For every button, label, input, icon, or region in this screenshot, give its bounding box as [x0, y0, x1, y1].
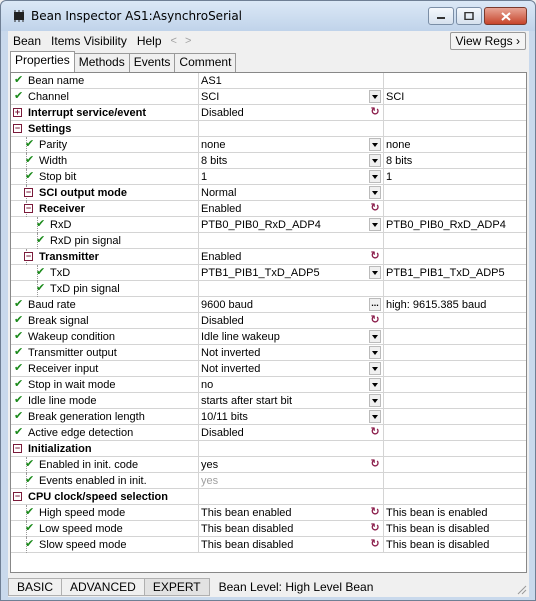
property-result-cell [384, 265, 526, 281]
property-value: 1 [201, 171, 208, 183]
property-name-cell [21, 505, 199, 521]
property-value-cell[interactable] [199, 89, 384, 105]
property-name-cell [21, 473, 199, 489]
property-row[interactable] [11, 505, 526, 521]
checkmark-icon: ✔ [25, 506, 35, 518]
property-result: 8 bits [386, 155, 413, 167]
property-value-cell[interactable] [199, 217, 384, 233]
property-name-cell [21, 217, 199, 233]
property-value-cell[interactable] [199, 297, 384, 313]
property-result-cell [384, 185, 526, 201]
dropdown-arrow-icon[interactable] [369, 266, 381, 279]
property-name: Active edge detection [28, 427, 134, 439]
property-name: Channel [28, 91, 69, 103]
advanced-level-button[interactable]: ADVANCED [61, 578, 145, 596]
cycle-value-icon[interactable]: ↻ [370, 106, 380, 118]
property-name-cell [14, 345, 199, 361]
property-row[interactable] [11, 361, 526, 377]
property-value: Disabled [201, 315, 244, 327]
property-name-cell [14, 121, 199, 137]
property-value-cell[interactable] [199, 73, 384, 89]
property-name-cell [14, 89, 199, 105]
property-row[interactable] [11, 217, 526, 233]
property-row[interactable] [11, 345, 526, 361]
dropdown-arrow-icon[interactable] [369, 186, 381, 199]
property-name-cell [14, 329, 199, 345]
dropdown-arrow-icon[interactable] [369, 170, 381, 183]
basic-level-button[interactable]: BASIC [8, 578, 62, 596]
checkmark-icon: ✔ [25, 154, 35, 166]
property-result: PTB1_PIB1_TxD_ADP5 [386, 267, 505, 279]
property-result-cell [384, 249, 526, 265]
property-result-cell [384, 169, 526, 185]
property-result-cell [384, 537, 526, 553]
checkmark-icon: ✔ [14, 74, 24, 86]
property-row[interactable] [11, 201, 526, 217]
property-result-cell [384, 297, 526, 313]
property-name: High speed mode [39, 507, 126, 519]
property-name: Wakeup condition [28, 331, 116, 343]
property-name-cell [21, 137, 199, 153]
property-row[interactable] [11, 121, 526, 137]
checkmark-icon: ✔ [14, 346, 24, 358]
property-result-cell [384, 105, 526, 121]
property-value-cell[interactable] [199, 537, 384, 553]
checkmark-icon: ✔ [25, 458, 35, 470]
property-row[interactable] [11, 233, 526, 249]
property-row[interactable] [11, 153, 526, 169]
property-value-cell[interactable] [199, 473, 384, 489]
property-value-cell[interactable] [199, 121, 384, 137]
property-value: PTB1_PIB1_TxD_ADP5 [201, 267, 320, 279]
property-row[interactable] [11, 281, 526, 297]
property-result: none [386, 139, 411, 151]
collapse-icon[interactable]: − [25, 203, 32, 213]
property-result-cell [384, 361, 526, 377]
property-name-cell [14, 441, 199, 457]
property-value-cell[interactable] [199, 201, 384, 217]
property-name: TxD [50, 267, 71, 279]
property-value: starts after start bit [201, 395, 293, 407]
checkmark-icon: ✔ [14, 90, 24, 102]
dropdown-arrow-icon[interactable] [369, 330, 381, 343]
property-name-cell [14, 425, 199, 441]
menu-bar [8, 31, 529, 51]
checkmark-icon: ✔ [36, 218, 46, 230]
property-name: RxD pin signal [50, 235, 121, 247]
property-value: 10/11 bits [201, 411, 248, 423]
property-name: Settings [28, 123, 72, 135]
property-value-cell[interactable] [199, 505, 384, 521]
menu-bean[interactable]: Bean [13, 34, 42, 48]
property-name: Enabled in init. code [39, 459, 139, 471]
property-value-cell[interactable] [199, 281, 384, 297]
property-row[interactable] [11, 521, 526, 537]
property-value: This bean disabled [201, 523, 294, 535]
property-value: SCI [201, 91, 220, 103]
property-value: Disabled [201, 427, 244, 439]
dropdown-arrow-icon[interactable] [369, 218, 381, 231]
property-result-cell [384, 489, 526, 505]
view-regs-button[interactable]: View Regs › [450, 32, 526, 50]
property-name-cell [21, 537, 199, 553]
maximize-icon [464, 12, 474, 20]
property-name: Baud rate [28, 299, 76, 311]
property-name-cell [14, 393, 199, 409]
expert-level-button[interactable]: EXPERT [144, 578, 210, 596]
close-icon [501, 12, 511, 21]
checkmark-icon: ✔ [25, 522, 35, 534]
property-value-cell[interactable] [199, 393, 384, 409]
property-value-cell[interactable] [199, 313, 384, 329]
property-name: Transmitter [39, 251, 99, 263]
window-title: Bean Inspector AS1:AsynchroSerial [31, 9, 243, 23]
property-name-cell [14, 73, 199, 89]
property-result-cell [384, 377, 526, 393]
property-result-cell [384, 521, 526, 537]
property-value-cell[interactable] [199, 425, 384, 441]
property-result: high: 9615.385 baud [386, 299, 487, 311]
property-result-cell [384, 425, 526, 441]
property-result-cell [384, 345, 526, 361]
tab-properties[interactable]: Properties [10, 51, 75, 72]
property-row[interactable] [11, 457, 526, 473]
property-name-cell [21, 249, 199, 265]
checkmark-icon: ✔ [25, 538, 35, 550]
property-row[interactable] [11, 425, 526, 441]
property-result-cell [384, 473, 526, 489]
cycle-value-icon[interactable]: ↻ [370, 250, 380, 262]
property-name: Low speed mode [39, 523, 123, 535]
property-result-cell [384, 329, 526, 345]
property-row[interactable] [11, 105, 526, 121]
property-name: Bean name [28, 75, 85, 87]
cycle-value-icon[interactable]: ↻ [370, 458, 380, 470]
property-name-cell [21, 521, 199, 537]
property-value-cell[interactable] [199, 185, 384, 201]
property-value: 9600 baud [201, 299, 253, 311]
property-value-cell[interactable] [199, 377, 384, 393]
dropdown-arrow-icon[interactable] [369, 138, 381, 151]
property-name: SCI output mode [39, 187, 127, 199]
collapse-icon[interactable]: − [14, 123, 21, 133]
property-row[interactable] [11, 265, 526, 281]
property-row[interactable] [11, 89, 526, 105]
property-value: This bean disabled [201, 539, 294, 551]
title-bar[interactable] [1, 1, 535, 31]
property-name: Slow speed mode [39, 539, 127, 551]
property-result-cell [384, 153, 526, 169]
property-value: Enabled [201, 251, 242, 263]
checkmark-icon: ✔ [14, 378, 24, 390]
property-result: This bean is disabled [386, 523, 490, 535]
expand-icon[interactable]: + [14, 107, 21, 117]
property-result: This bean is disabled [386, 539, 490, 551]
property-name: Interrupt service/event [28, 107, 146, 119]
inspector-client-area [8, 31, 529, 597]
property-result-cell [384, 505, 526, 521]
tab-strip [10, 51, 235, 71]
ellipsis-button[interactable]: ... [369, 298, 381, 311]
property-name: Width [39, 155, 68, 167]
close-button[interactable] [484, 7, 527, 25]
property-value: yes [201, 475, 219, 487]
property-name-cell [21, 233, 199, 249]
property-value: yes [201, 459, 219, 471]
property-name: Stop in wait mode [28, 379, 116, 391]
property-grid [10, 72, 527, 573]
property-name-cell [21, 457, 199, 473]
property-name: Events enabled in init. [39, 475, 147, 487]
property-value: no [201, 379, 214, 391]
property-value: PTB0_PIB0_RxD_ADP4 [201, 219, 321, 231]
property-value-cell[interactable] [199, 169, 384, 185]
property-result-cell [384, 457, 526, 473]
checkmark-icon: ✔ [14, 362, 24, 374]
checkmark-icon: ✔ [25, 170, 35, 182]
property-name-cell [21, 169, 199, 185]
property-value: Not inverted [201, 363, 261, 375]
property-value-cell[interactable] [199, 137, 384, 153]
property-row[interactable] [11, 441, 526, 457]
property-name: CPU clock/speed selection [28, 491, 168, 503]
property-value-cell[interactable] [199, 489, 384, 505]
cycle-value-icon[interactable]: ↻ [370, 522, 380, 534]
dropdown-arrow-icon[interactable] [369, 90, 381, 103]
property-result: 1 [386, 171, 393, 183]
property-value-cell[interactable] [199, 105, 384, 121]
property-name-cell [14, 409, 199, 425]
property-result-cell [384, 201, 526, 217]
checkmark-icon: ✔ [25, 138, 35, 150]
property-result: This bean is enabled [386, 507, 488, 519]
property-name-cell [14, 361, 199, 377]
property-row[interactable] [11, 249, 526, 265]
property-value-cell[interactable] [199, 457, 384, 473]
property-name-cell [14, 489, 199, 505]
property-result: PTB0_PIB0_RxD_ADP4 [386, 219, 506, 231]
property-result-cell [384, 233, 526, 249]
chip-icon [11, 9, 27, 23]
property-name: Idle line mode [28, 395, 97, 407]
checkmark-icon: ✔ [14, 426, 24, 438]
property-value: Not inverted [201, 347, 261, 359]
property-row[interactable] [11, 409, 526, 425]
collapse-icon[interactable]: − [25, 187, 32, 197]
collapse-icon[interactable]: − [14, 443, 21, 453]
property-name-cell [21, 265, 199, 281]
cycle-value-icon[interactable]: ↻ [370, 314, 380, 326]
property-name: Stop bit [39, 171, 77, 183]
dropdown-arrow-icon[interactable] [369, 154, 381, 167]
property-value: Enabled [201, 203, 242, 215]
property-row[interactable] [11, 313, 526, 329]
dropdown-arrow-icon[interactable] [369, 346, 381, 359]
property-row[interactable] [11, 297, 526, 313]
maximize-button[interactable] [456, 7, 482, 25]
property-value: 8 bits [201, 155, 228, 167]
dropdown-arrow-icon[interactable] [369, 362, 381, 375]
property-row[interactable] [11, 377, 526, 393]
property-value: Disabled [201, 107, 244, 119]
property-result-cell [384, 281, 526, 297]
tab-methods[interactable]: Methods [74, 53, 130, 72]
resize-grip-icon[interactable] [515, 583, 527, 595]
property-result-cell [384, 393, 526, 409]
checkmark-icon: ✔ [25, 474, 35, 486]
property-value: AS1 [201, 75, 222, 87]
bean-level-label: Bean Level: High Level Bean [218, 580, 374, 594]
minimize-button[interactable] [428, 7, 454, 25]
property-name-cell [21, 281, 199, 297]
dropdown-arrow-icon[interactable] [369, 394, 381, 407]
property-value: Normal [201, 187, 237, 199]
property-result-cell [384, 441, 526, 457]
property-name-cell [14, 297, 199, 313]
property-value-cell[interactable] [199, 329, 384, 345]
checkmark-icon: ✔ [36, 266, 46, 278]
checkmark-icon: ✔ [36, 234, 46, 246]
property-value-cell[interactable] [199, 345, 384, 361]
checkmark-icon: ✔ [14, 314, 24, 326]
property-value-cell[interactable] [199, 233, 384, 249]
checkmark-icon: ✔ [14, 330, 24, 342]
collapse-icon[interactable]: − [25, 251, 32, 261]
property-name-cell [21, 185, 199, 201]
status-bar [8, 577, 529, 597]
cycle-value-icon[interactable]: ↻ [370, 506, 380, 518]
property-name: Receiver [39, 203, 85, 215]
minimize-icon [436, 12, 446, 20]
property-value: This bean enabled [201, 507, 292, 519]
property-name-cell [14, 105, 199, 121]
menu-items-visibility[interactable]: Items Visibility [51, 34, 127, 48]
collapse-icon[interactable]: − [14, 491, 21, 501]
checkmark-icon: ✔ [14, 410, 24, 422]
property-result-cell [384, 121, 526, 137]
property-value-cell[interactable] [199, 441, 384, 457]
property-name: Parity [39, 139, 68, 151]
property-result-cell [384, 73, 526, 89]
property-value-cell[interactable] [199, 521, 384, 537]
property-row[interactable] [11, 169, 526, 185]
dropdown-arrow-icon[interactable] [369, 410, 381, 423]
property-row[interactable] [11, 73, 526, 89]
property-row[interactable] [11, 473, 526, 489]
property-name: TxD pin signal [50, 283, 120, 295]
cycle-value-icon[interactable]: ↻ [370, 426, 380, 438]
property-value: Idle line wakeup [201, 331, 280, 343]
forward-arrow-icon[interactable]: > [184, 35, 192, 47]
property-result-cell [384, 137, 526, 153]
property-name: Transmitter output [28, 347, 117, 359]
cycle-value-icon[interactable]: ↻ [370, 202, 380, 214]
checkmark-icon: ✔ [14, 394, 24, 406]
dropdown-arrow-icon[interactable] [369, 378, 381, 391]
property-row[interactable] [11, 537, 526, 553]
back-arrow-icon[interactable]: < [170, 35, 177, 47]
property-name-cell [14, 313, 199, 329]
tab-events[interactable]: Events [129, 53, 176, 72]
property-row[interactable] [11, 489, 526, 505]
property-value-cell[interactable] [199, 249, 384, 265]
property-value: none [201, 139, 226, 151]
property-result-cell [384, 409, 526, 425]
property-name: Receiver input [28, 363, 99, 375]
property-value-cell[interactable] [199, 153, 384, 169]
tab-comment[interactable]: Comment [174, 53, 236, 72]
property-value-cell[interactable] [199, 409, 384, 425]
property-result: SCI [386, 91, 405, 103]
property-row[interactable] [11, 329, 526, 345]
property-row[interactable] [11, 185, 526, 201]
checkmark-icon: ✔ [36, 282, 46, 294]
property-name: Break signal [28, 315, 89, 327]
property-name-cell [21, 153, 199, 169]
menu-help[interactable]: Help [136, 34, 162, 48]
property-value-cell[interactable] [199, 361, 384, 377]
property-name: Break generation length [28, 411, 145, 423]
property-result-cell [384, 217, 526, 233]
property-result-cell [384, 89, 526, 105]
property-result-cell [384, 313, 526, 329]
property-row[interactable] [11, 137, 526, 153]
checkmark-icon: ✔ [14, 298, 24, 310]
property-name-cell [21, 201, 199, 217]
property-value-cell[interactable] [199, 265, 384, 281]
cycle-value-icon[interactable]: ↻ [370, 538, 380, 550]
property-name: Initialization [28, 443, 92, 455]
property-name: RxD [50, 219, 72, 231]
property-name-cell [14, 377, 199, 393]
property-row[interactable] [11, 393, 526, 409]
